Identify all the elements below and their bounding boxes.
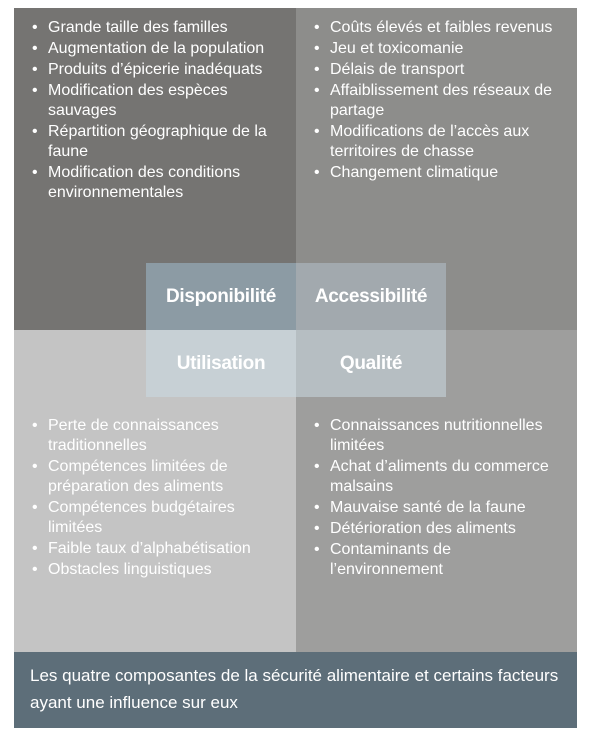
factor-item: • Affaiblissement des réseaux de partage [312,81,565,121]
center-label-quality: Qualité [296,330,446,397]
factor-item: • Répartition géographique de la faune [30,122,284,162]
factor-item: • Mauvaise santé de la faune [312,498,565,518]
factor-item: • Compétences budgétaires limitées [30,498,284,538]
factor-item: • Modification des conditions environnementales [30,163,284,203]
center-label-availability: Disponibilité [146,263,296,330]
factor-item: • Perte de connaissances traditionnelles [30,416,284,456]
quality-factor-list [312,416,565,580]
factor-item: • Faible taux d’alphabétisation [30,539,284,559]
figure-caption: Les quatre composantes de la sécurité alimentaire et certains facteurs ayant une influence sur eux [14,652,577,728]
center-label-accessibility: Accessibilité [296,263,446,330]
factor-item: • Modifications de l’accès aux territoires de chasse [312,122,565,162]
factor-item: • Compétences limitées de préparation des aliments [30,457,284,497]
factor-item: • Jeu et toxicomanie [312,39,565,59]
factor-item: • Changement climatique [312,163,565,183]
factor-item: • Obstacles linguistiques [30,560,284,580]
factor-item: • Modification des espèces sauvages [30,81,284,121]
factor-item: • Produits d’épicerie inadéquats [30,60,284,80]
factor-item: • Coûts élevés et faibles revenus [312,18,565,38]
center-label-utilization: Utilisation [146,330,296,397]
factor-item: • Contaminants de l’environnement [312,540,565,580]
availability-factor-list [30,18,284,203]
factor-item: • Délais de transport [312,60,565,80]
factor-item: • Détérioration des aliments [312,519,565,539]
factor-item: • Achat d’aliments du commerce malsains [312,457,565,497]
accessibility-factor-list [312,18,565,183]
factor-item: • Augmentation de la population [30,39,284,59]
utilization-factor-list [30,416,284,580]
factor-item: • Grande taille des familles [30,18,284,38]
factor-item: • Connaissances nutritionnelles limitées [312,416,565,456]
